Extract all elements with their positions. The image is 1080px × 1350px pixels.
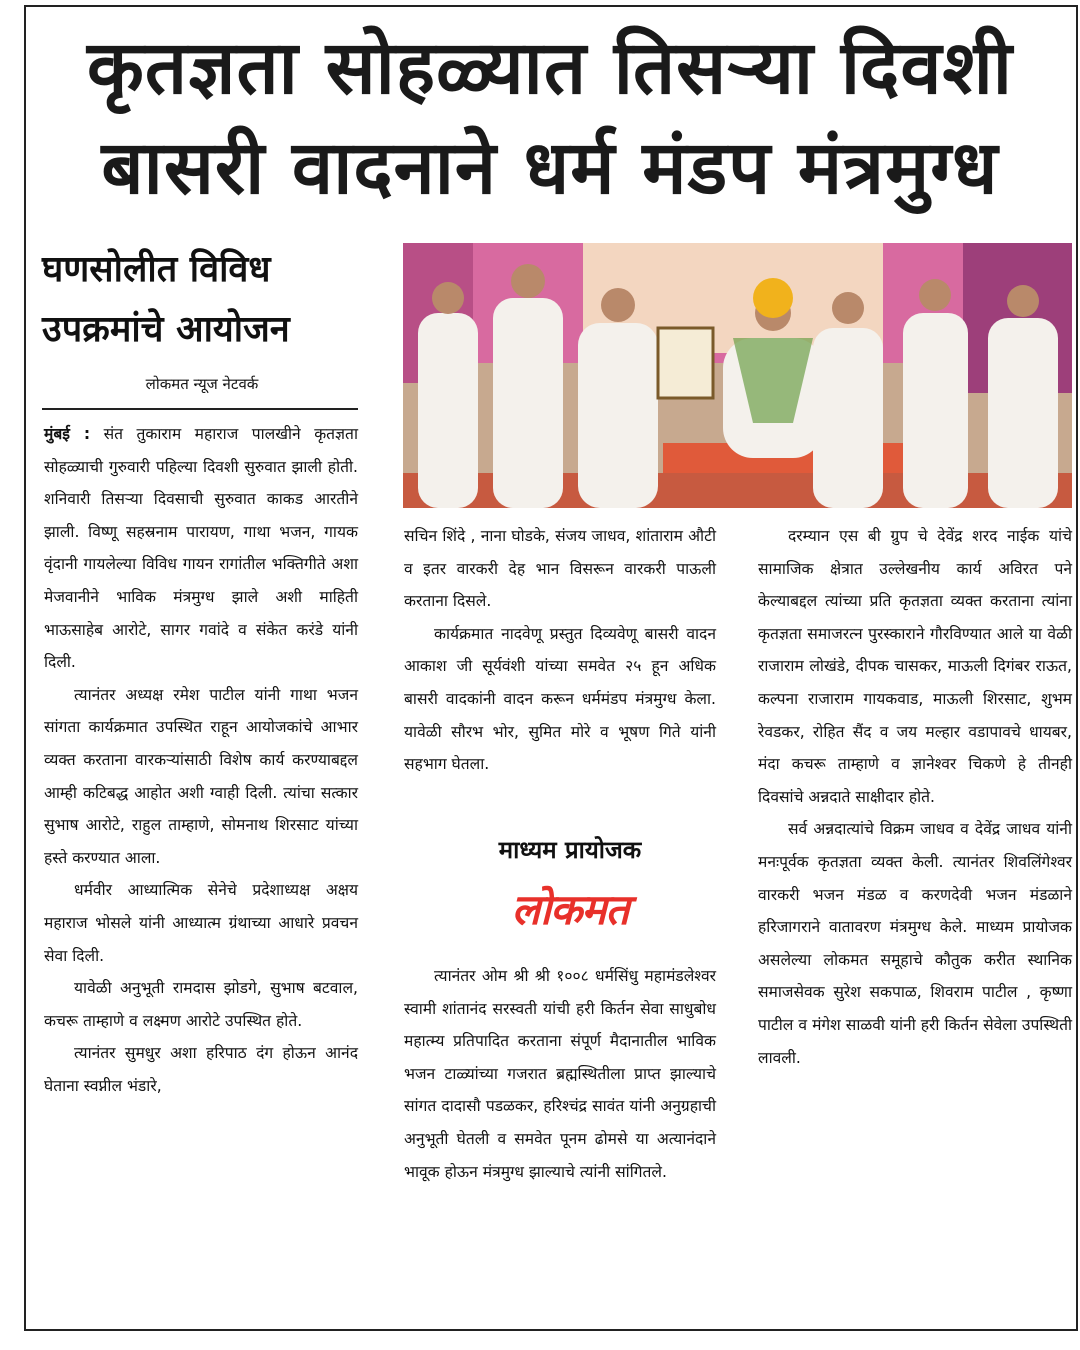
lokmat-logo: लोकमत (511, 885, 629, 934)
subheadline (42, 240, 362, 360)
col2-para-2: कार्यक्रमात नादवेणू प्रस्तुत दिव्यवेणू बासरी वादन आकाश जी सूर्यवंशी यांच्या समवेत २५ हून अधिक बासरी वादकांनी वादन करून धर्ममंडप मंत्रमुग्ध केला. यावेळी सौरभ भोर, सुमित मोरे व भूषण गिते यांनी सहभाग घेतला. (404, 624, 716, 774)
event-photo (403, 243, 1072, 508)
col2-para-3: त्यानंतर ओम श्री श्री १००८ धर्मसिंधु महामंडलेश्वर स्वामी शांतानंद सरस्वती यांची हरी किर्तन सेवा साधुबोध महात्म्य प्रतिपादित करताना संपूर्ण मैदानातील भाविक भजन टाळ्यांच्या गजरात ब्रह्मस्थितीला प्राप्त झाल्याचे सांगत दादासौ पडळकर, हरिश्चंद्र सावंत यांनी अनुग्रहाची अनुभूती घेतली व समवेत पूनम ढोमसे या अत्यानंदाने भावूक होऊन मंत्रमुग्ध झाल्याचे त्यांनी सांगितले. (404, 967, 716, 1181)
event-photo-illustration (403, 243, 1072, 508)
col1-para-3: धर्मवीर आध्यात्मिक सेनेचे प्रदेशाध्यक्ष अक्षय महाराज भोसले यांनी आध्यात्म ग्रंथाच्या आधारे प्रवचन सेवा दिली. (44, 881, 358, 965)
article-column-3 (758, 520, 1072, 1074)
col1-para-1 (44, 418, 358, 679)
headline-line-2: बासरी वादनाने धर्म मंडप मंत्रमुग्ध (101, 125, 999, 211)
col3-para-2: सर्व अन्नदात्यांचे विक्रम जाधव व देवेंद्र जाधव यांनी मनःपूर्वक कृतज्ञता व्यक्त केली. त्यानंतर शिवलिंगेश्वर वारकरी भजन मंडळ व करणदेवी भजन मंडळाने हरिजागराने वातावरण मंत्रमुग्ध केले. माध्यम प्रायोजक असलेल्या लोकमत समूहाचे कौतुक करीत स्थानिक समाजसेवक सुरेश सकपाळ, शिवराम पाटील , कृष्णा पाटील व मंगेश साळवी यांनी हरी किर्तन सेवेला उपस्थिती लावली. (758, 820, 1072, 1067)
col3-para-1: दरम्यान एस बी ग्रुप चे देवेंद्र शरद नाईक यांचे सामाजिक क्षेत्रात उल्लेखनीय कार्य अविरत पने केल्याबद्दल त्यांच्या प्रति कृतज्ञता व्यक्त करताना त्यांना कृतज्ञता समाजरत्न पुरस्काराने गौरविण्यात आले या वेळी राजाराम लोखंडे, दीपक चासकर, माऊली दिगंबर राऊत, कल्पना राजाराम गायकवाड, माऊली शिरसाट, शुभम रेवडकर, रोहित सैंद व जय मल्हार वडापावचे धायबर, मंदा कचरू ताम्हाणे व ज्ञानेश्वर चिकणे हे तीनही दिवसांचे अन्नदाते साक्षीदार होते. (758, 527, 1072, 806)
subheadline-line-2: उपक्रमांचे आयोजन (42, 309, 290, 350)
col2-para-1: सचिन शिंदे , नाना घोडके, संजय जाधव, शांताराम औटी व इतर वारकरी देह भान विसरून वारकरी पाऊली करताना दिसले. (404, 527, 716, 611)
byline: लोकमत न्यूज नेटवर्क (145, 375, 259, 393)
article-column-2 (404, 520, 716, 781)
headline-line-1: कृतज्ञता सोहळ्यात तिसऱ्या दिवशी (87, 25, 1013, 111)
article-column-1 (44, 418, 358, 1102)
col1-para-1-text: संत तुकाराम महाराज पालखीने कृतज्ञता सोहळ्याची गुरुवारी पहिल्या दिवशी सुरुवात झाली होती. शनिवारी तिसऱ्या दिवसाची सुरुवात काकड आरतीने झाली. विष्णू सहस्रनाम पारायण, गाथा भजन, गायक वृंदानी गायलेल्या विविध गायन रागांतील भक्तिगीते अशा मेजवानीने भाविक मंत्रमुग्ध झाले अशी माहिती भाऊसाहेब आरोटे, सागर गवांदे व संकेत करंडे यांनी दिली. (44, 425, 358, 672)
col1-para-5: त्यानंतर सुमधुर अशा हरिपाठ दंग होऊन आनंद घेताना स्वप्नील भंडारे, (44, 1044, 358, 1095)
col1-para-2: त्यानंतर अध्यक्ष रमेश पाटील यांनी गाथा भजन सांगता कार्यक्रमात उपस्थित राहून आयोजकांचे आभार व्यक्त करताना वारकऱ्यांसाठी विशेष कार्य करण्याबद्दल आम्ही कटिबद्ध आहोत अशी ग्वाही दिली. त्यांचा सत्कार सुभाष आरोटे, राहुल ताम्हाणे, सोमनाथ शिरसाट यांच्या हस्ते करण्यात आला. (44, 685, 358, 867)
media-sponsor-label: माध्यम प्रायोजक (498, 836, 642, 864)
dateline: मुंबई : (44, 425, 91, 443)
byline-rule (42, 408, 358, 410)
col1-para-4: यावेळी अनुभूती रामदास झोडगे, सुभाष बटवाल, कचरू ताम्हाणे व लक्ष्मण आरोटे उपस्थित होते. (44, 979, 358, 1030)
article-column-2-continued (404, 960, 716, 1188)
subheadline-line-1: घणसोलीत विविध (42, 249, 271, 290)
headline (30, 20, 1070, 220)
